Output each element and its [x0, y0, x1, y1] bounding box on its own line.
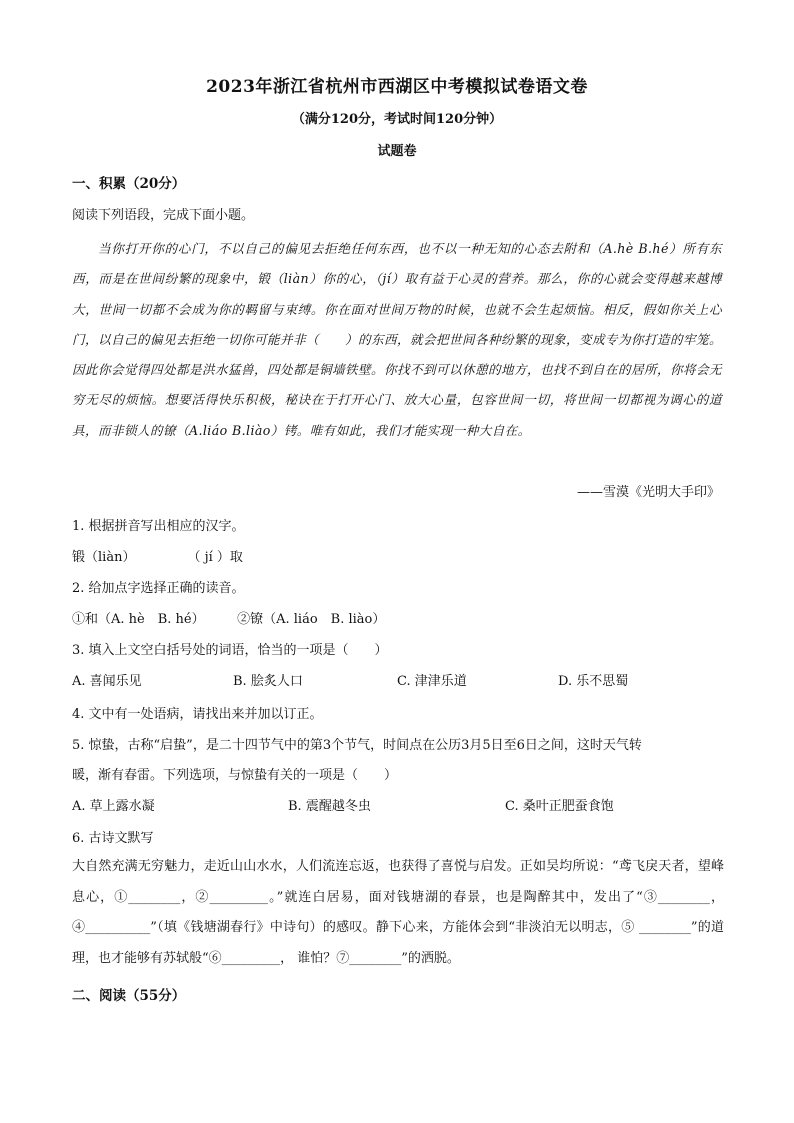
exam-info: （满分120分，考试时间120分钟）: [291, 112, 503, 127]
question-3: 3. 填入上文空白括号处的词语，恰当的一项是（ ）: [72, 643, 388, 658]
question-6-text: 大自然充满无穷魅力，走近山山水水，人们流连忘返，也获得了喜悦与启发。正如吴均所说：“鸢飞戾天者，望峰息心，①________，②_________。”就连白居易，面对钱塘湖的春景，也是陶醉其中，发出了“③________，④__________”（填《钱塘湖春行》中诗句）的感叹。静下心来，方能体会到“非淡泊无以明志，⑤ ________”的道理，也才能够有苏轼般“⑥_________， 谁怕？⑦________”的洒脱。: [72, 859, 724, 967]
paper-label: 试题卷: [377, 144, 417, 159]
reading-passage: 当你打开你的心门，不以自己的偏见去拒绝任何东西，也不以一种无知的心态去附和（A.hè B.hé）所有东西，而是在世间纷繁的现象中，锻（liàn）你的心，（jí）取有益于心灵的营养。那么，你的心就会变得越来越博大，世间一切都不会成为你的羁留与束缚。你在面对世间万物的时候，也就不会生起烦恼。相反，假如你关上心门，以自己的偏见去拒绝一切你可能并非（ ）的东西，就会把世间各种纷繁的现象，变成专为你打造的牢笼。因此你会觉得四处都是洪水猛兽，四处都是铜墙铁壁。你找不到可以休憩的地方，也找不到自在的居所，你将会无穷无尽的烦恼。想要活得快乐积极，秘诀在于打开心门、放大心量，包容世间一切，将世间一切都视为调心的道具，而非锁人的镣（A.liáo B.liào）铐。唯有如此，我们才能实现一种大自在。: [72, 241, 722, 438]
question-1-items: 锻（liàn） （ jí ）取: [72, 550, 243, 565]
question-3-option-d: D. 乐不思蜀: [558, 674, 629, 689]
question-5-line-1: 5. 惊蛰，古称“启蛰”，是二十四节气中的第3个节气，时间点在公历3月5日至6日之间，这时天气转: [72, 738, 642, 753]
question-2-items: ①和（A. hè B. hé） ②镣（A. liáo B. liào）: [72, 612, 386, 627]
question-4: 4. 文中有一处语病，请找出来并加以订正。: [72, 707, 323, 722]
question-2: 2. 给加点字选择正确的读音。: [72, 581, 245, 596]
question-3-option-b: B. 脍炙人口: [233, 674, 303, 689]
passage-source: ——雪漠《光明大手印》: [576, 485, 720, 500]
question-1: 1. 根据拼音写出相应的汉字。: [72, 519, 245, 534]
page-title: 2023年浙江省杭州市西湖区中考模拟试卷语文卷: [206, 77, 588, 97]
question-5-option-c: C. 桑叶正肥蚕食饱: [505, 799, 614, 814]
question-5-option-b: B. 震醒越冬虫: [288, 799, 371, 814]
reading-intro: 阅读下列语段，完成下面小题。: [72, 208, 255, 223]
question-6: 6. 古诗文默写: [72, 831, 154, 846]
question-5-line-2: 暖，渐有春雷。下列选项，与惊蛰有关的一项是（ ）: [72, 768, 398, 783]
section-heading-accumulation: 一、积累（20分）: [72, 176, 186, 192]
question-3-option-a: A. 喜闻乐见: [72, 674, 142, 689]
question-5-option-a: A. 草上露水凝: [72, 799, 155, 814]
section-heading-reading: 二、阅读（55分）: [72, 988, 186, 1004]
question-3-option-c: C. 津津乐道: [397, 674, 467, 689]
